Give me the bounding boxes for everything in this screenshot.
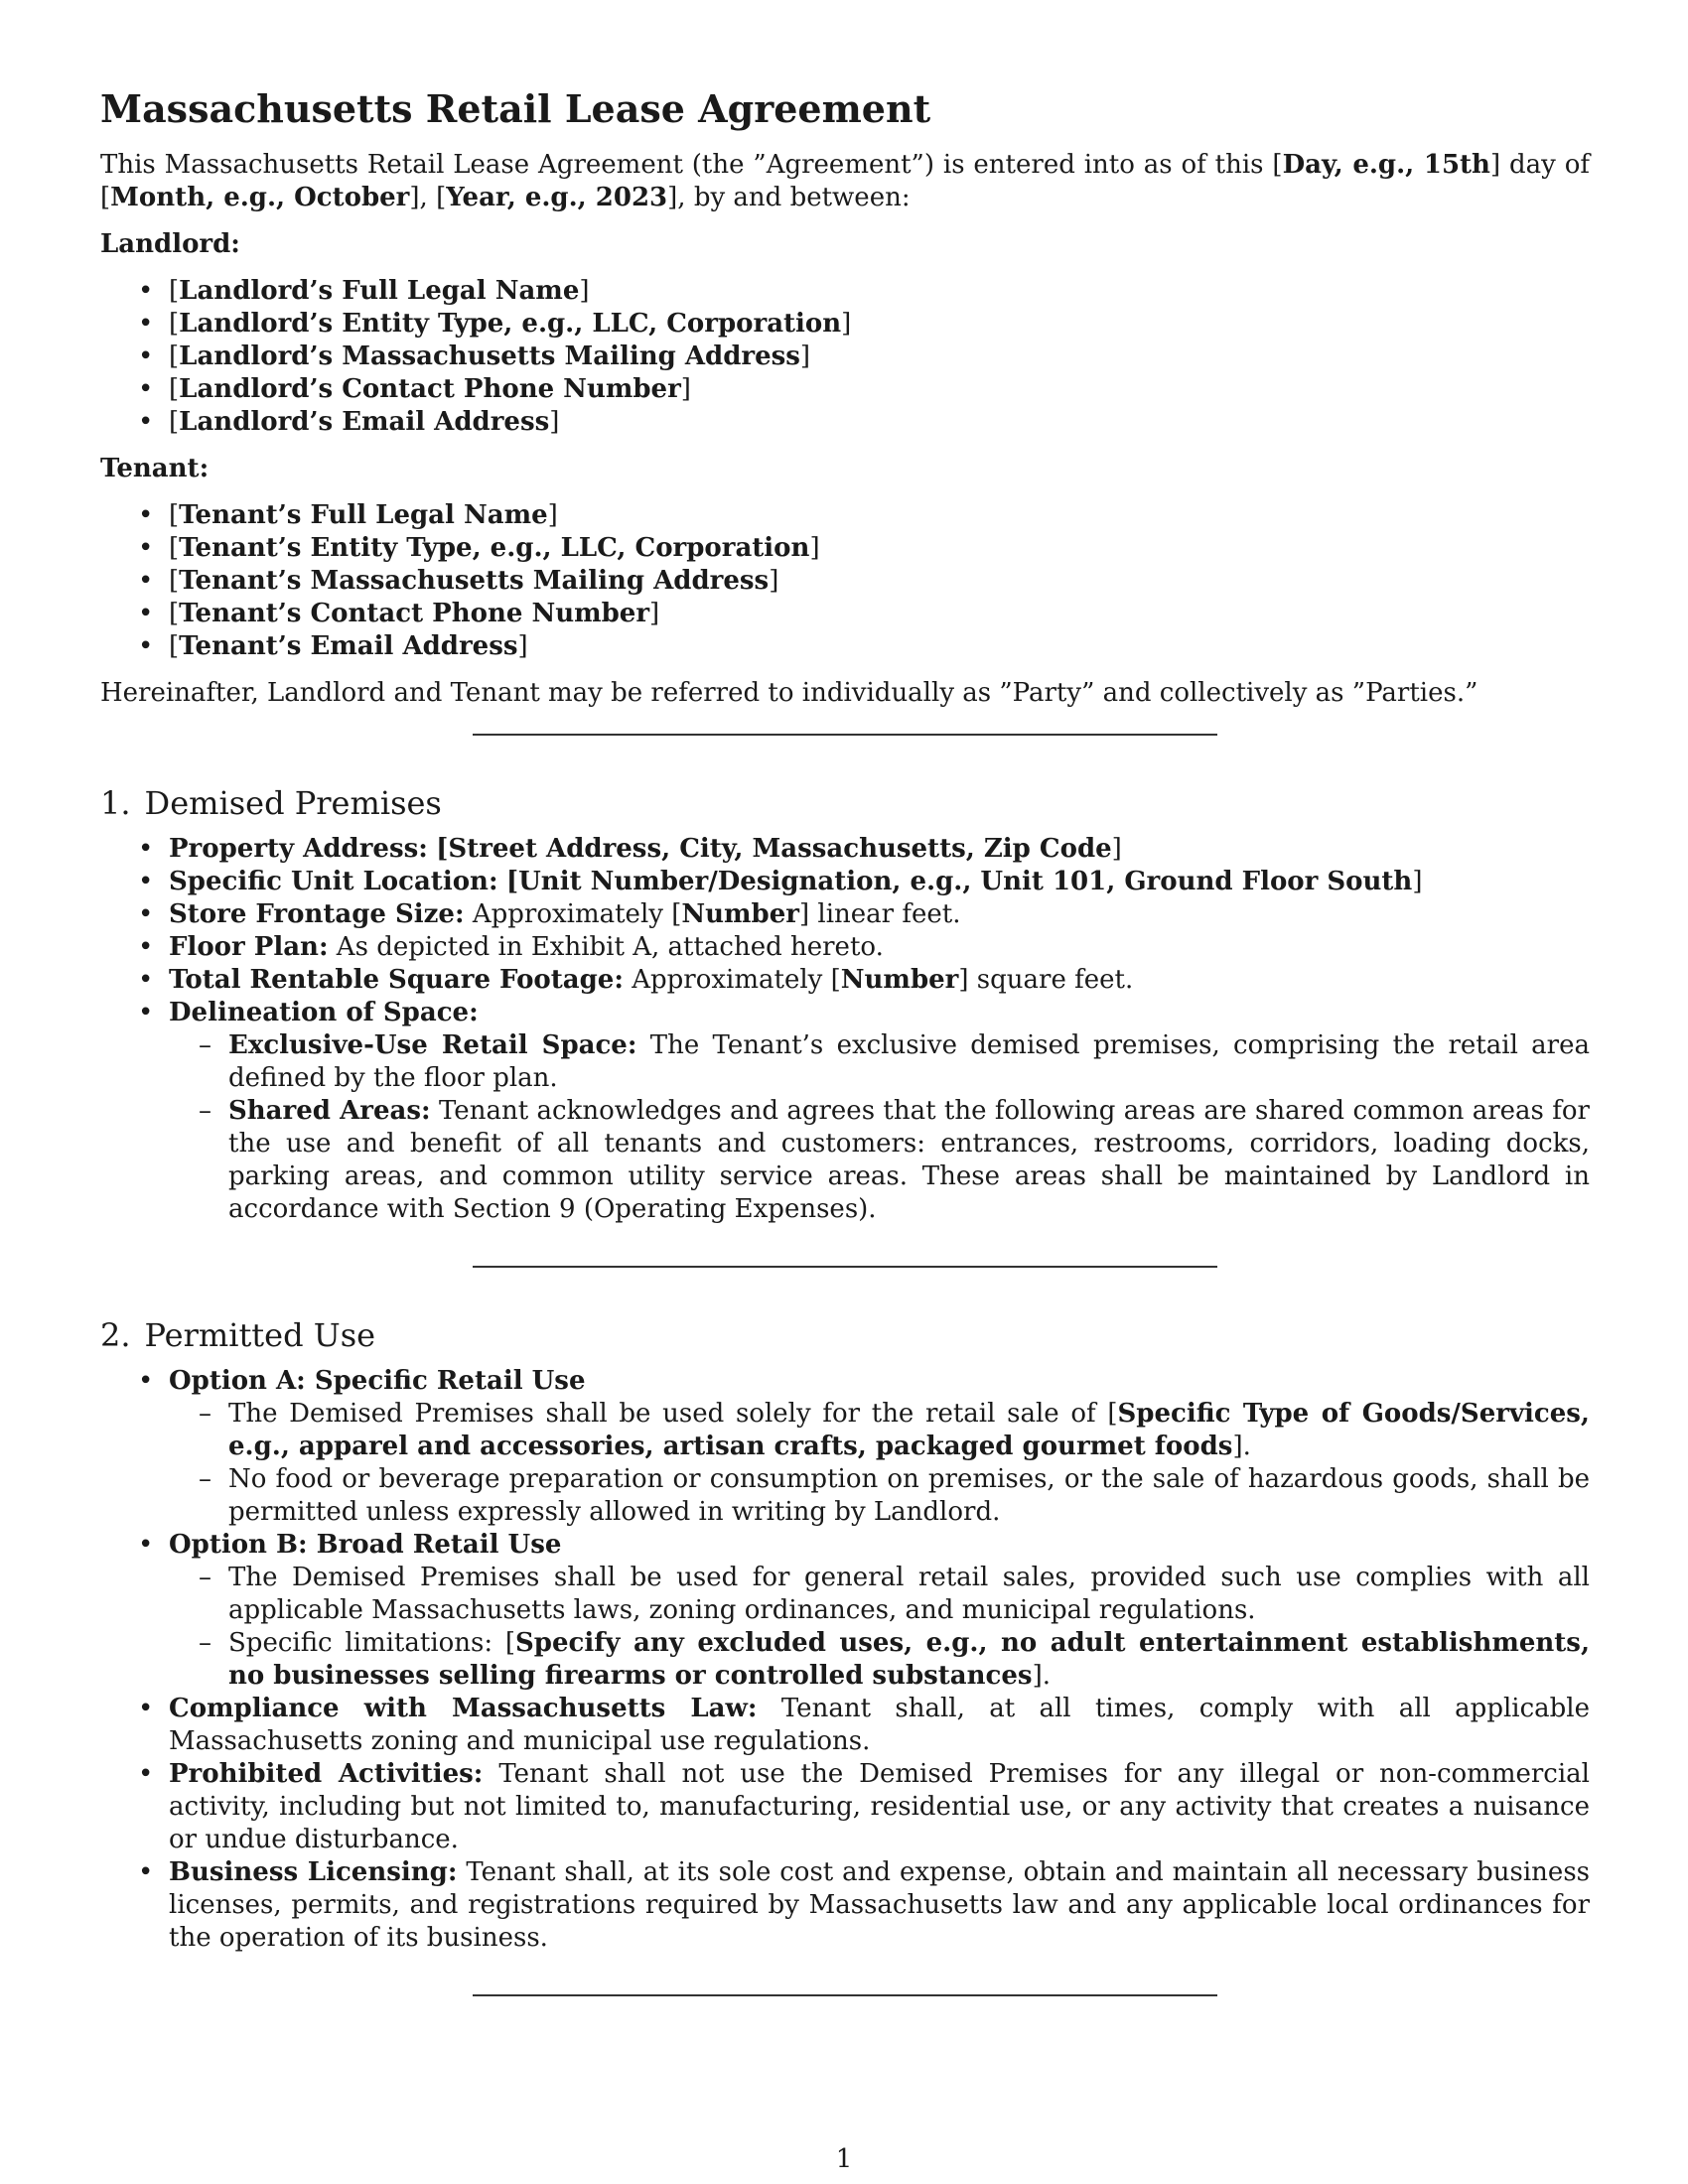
item-label: Total Rentable Square Footage: xyxy=(169,965,624,995)
item-text: Tenant shall, at its sole cost and expense, obtain and maintain all necessary business licenses, permits, and registrations required by Massachusetts law and any applicable local ordinances for the operation of its business. xyxy=(169,1857,1591,1953)
list-item: • [Landlord’s Contact Phone Number] xyxy=(100,373,1590,406)
sublist-item: – Specific limitations: [Specify any excluded uses, e.g., no adult entertainment establishments, no businesses selling firearms or controlled substances]. xyxy=(169,1627,1590,1693)
list-item: • [Tenant’s Entity Type, e.g., LLC, Corporation] xyxy=(100,532,1590,565)
intro-day-placeholder: Day, e.g., 15th xyxy=(1282,150,1490,180)
section-1-heading xyxy=(100,783,1590,823)
option-b-sublist xyxy=(169,1562,1590,1693)
sublist-item: – No food or beverage preparation or consumption on premises, or the sale of hazardous goods, shall be permitted unless expressly allowed in writing by Landlord. xyxy=(169,1463,1590,1529)
landlord-phone-placeholder: Landlord’s Contact Phone Number xyxy=(179,374,681,404)
sqft-placeholder: Number xyxy=(840,965,959,995)
item-label: Option A: Specific Retail Use xyxy=(169,1366,586,1396)
list-item xyxy=(100,1856,1590,1955)
tenant-email-placeholder: Tenant’s Email Address xyxy=(179,631,518,661)
tenant-entity-placeholder: Tenant’s Entity Type, e.g., LLC, Corporation xyxy=(179,533,810,563)
item-label: Compliance with Massachusetts Law: xyxy=(169,1694,758,1723)
list-item: • [Landlord’s Massachusetts Mailing Address] xyxy=(100,341,1590,373)
item-label: Exclusive-Use Retail Space: xyxy=(228,1030,637,1060)
address-placeholder: Street Address, City, Massachusetts, Zip Code xyxy=(448,834,1112,864)
intro-text-1: This Massachusetts Retail Lease Agreement (the ”Agreement”) is entered into as of this xyxy=(100,150,1273,180)
list-item: • [Tenant’s Full Legal Name] xyxy=(100,499,1590,532)
item-label: Floor Plan: xyxy=(169,932,329,962)
section-divider xyxy=(473,1994,1217,1996)
landlord-email-placeholder: Landlord’s Email Address xyxy=(179,407,550,437)
intro-paragraph: This Massachusetts Retail Lease Agreement (the ”Agreement”) is entered into as of this [Day, e.g., 15th] day of [Month, e.g., October], [Year, e.g., 2023], by and between: xyxy=(100,150,1591,212)
item-label: Shared Areas: xyxy=(228,1096,431,1126)
tenant-address-placeholder: Tenant’s Massachusetts Mailing Address xyxy=(179,566,770,596)
list-item xyxy=(100,997,1590,1226)
intro-year-placeholder: Year, e.g., 2023 xyxy=(446,183,668,212)
hereinafter-paragraph: Hereinafter, Landlord and Tenant may be referred to individually as ”Party” and collectively as ”Parties.” xyxy=(100,678,1478,708)
list-item xyxy=(100,1365,1590,1529)
intro-month-placeholder: Month, e.g., October xyxy=(110,183,410,212)
list-item: • [Tenant’s Massachusetts Mailing Address] xyxy=(100,565,1590,598)
item-text: linear feet. xyxy=(809,899,961,929)
landlord-name-placeholder: Landlord’s Full Legal Name xyxy=(179,276,580,306)
list-item xyxy=(100,1693,1590,1758)
landlord-entity-placeholder: Landlord’s Entity Type, e.g., LLC, Corporation xyxy=(179,309,842,339)
list-item: • [Landlord’s Email Address] xyxy=(100,406,1590,439)
item-text: Tenant shall not use the Demised Premises for any illegal or non-commercial activity, including but not limited to, manufacturing, residential use, or any activity that creates a nuisance or undue disturbance. xyxy=(169,1759,1591,1854)
item-label: Property Address: xyxy=(169,834,428,864)
item-text: Approximately xyxy=(464,899,672,929)
sublist-item: – The Demised Premises shall be used solely for the retail sale of [Specific Type of Goods/Services, e.g., apparel and accessories, artisan crafts, packaged gourmet foods]. xyxy=(169,1398,1590,1463)
option-a-sublist xyxy=(169,1398,1590,1529)
item-text: Approximately xyxy=(623,965,831,995)
section-number: 1. xyxy=(100,784,131,822)
delineation-sublist xyxy=(169,1029,1590,1226)
intro-text-4: , by and between: xyxy=(677,183,911,212)
list-item: • Property Address: [Street Address, City, Massachusetts, Zip Code] xyxy=(100,833,1590,866)
list-item: • Total Rentable Square Footage: Approximately [Number] square feet. xyxy=(100,964,1590,997)
section-number: 2. xyxy=(100,1316,131,1354)
list-item: • [Landlord’s Full Legal Name] xyxy=(100,275,1590,308)
item-text: . xyxy=(1242,1432,1251,1461)
list-item: • [Tenant’s Contact Phone Number] xyxy=(100,598,1590,630)
section-2-list xyxy=(100,1365,1590,1955)
exclusions-placeholder: Specify any excluded uses, e.g., no adult entertainment establishments, no businesses selling firearms or controlled substances xyxy=(228,1628,1590,1691)
goods-placeholder: Specific Type of Goods/Services, e.g., apparel and accessories, artisan crafts, packaged gourmet foods xyxy=(228,1399,1590,1461)
tenant-name-placeholder: Tenant’s Full Legal Name xyxy=(179,500,548,530)
item-text: As depicted in Exhibit A, attached hereto. xyxy=(328,932,884,962)
tenant-label: Tenant: xyxy=(100,454,210,483)
item-text: Specific limitations: xyxy=(228,1628,505,1658)
landlord-label: Landlord: xyxy=(100,229,240,259)
list-item xyxy=(100,1529,1590,1693)
item-text: Tenant shall, at all times, comply with all applicable Massachusetts zoning and municipal use regulations. xyxy=(169,1694,1591,1756)
intro-text-2: day of xyxy=(1500,150,1591,180)
list-item: • [Landlord’s Entity Type, e.g., LLC, Corporation] xyxy=(100,308,1590,341)
document-title: Massachusetts Retail Lease Agreement xyxy=(100,86,931,131)
unit-placeholder: Unit Number/Designation, e.g., Unit 101, Ground Floor South xyxy=(518,867,1413,896)
item-label: Prohibited Activities: xyxy=(169,1759,484,1789)
item-text: The Tenant’s exclusive demised premises, comprising the retail area defined by the floor plan. xyxy=(228,1030,1591,1093)
list-item: • [Tenant’s Email Address] xyxy=(100,630,1590,663)
page-number: 1 xyxy=(835,2144,853,2174)
intro-text-3: , xyxy=(419,183,437,212)
item-label: Option B: Broad Retail Use xyxy=(169,1530,562,1560)
item-label: Business Licensing: xyxy=(169,1857,458,1887)
section-title: Permitted Use xyxy=(144,1316,376,1354)
landlord-address-placeholder: Landlord’s Massachusetts Mailing Address xyxy=(179,341,800,371)
section-title: Demised Premises xyxy=(144,784,442,822)
sublist-item: – The Demised Premises shall be used for general retail sales, provided such use complies with all applicable Massachusetts laws, zoning ordinances, and municipal regulations. xyxy=(169,1562,1590,1627)
list-item xyxy=(100,1758,1590,1856)
landlord-list xyxy=(100,275,1590,439)
section-2-heading xyxy=(100,1315,1590,1355)
section-1-list xyxy=(100,833,1590,1226)
item-label: Delineation of Space: xyxy=(169,998,479,1027)
section-divider xyxy=(473,1266,1217,1268)
section-divider xyxy=(473,734,1217,736)
item-text: Tenant acknowledges and agrees that the following areas are shared common areas for the use and benefit of all tenants and customers: entrances, restrooms, corridors, loading docks, parking areas, and common utility service areas. These areas shall be maintained by Landlord in accordance with Section 9 (Operating Expenses). xyxy=(228,1096,1590,1224)
sublist-item xyxy=(169,1029,1590,1095)
item-label: Specific Unit Location: xyxy=(169,867,498,896)
sublist-item xyxy=(169,1095,1590,1226)
tenant-list xyxy=(100,499,1590,663)
item-text: . xyxy=(1042,1661,1051,1691)
item-text: The Demised Premises shall be used solely for the retail sale of xyxy=(228,1399,1108,1429)
item-text: square feet. xyxy=(968,965,1134,995)
list-item xyxy=(100,931,1590,964)
item-label: Store Frontage Size: xyxy=(169,899,465,929)
document-page xyxy=(100,85,1590,1996)
list-item: • Specific Unit Location: [Unit Number/Designation, e.g., Unit 101, Ground Floor South] xyxy=(100,866,1590,898)
frontage-placeholder: Number xyxy=(681,899,799,929)
tenant-phone-placeholder: Tenant’s Contact Phone Number xyxy=(179,599,650,628)
list-item: • Store Frontage Size: Approximately [Number] linear feet. xyxy=(100,898,1590,931)
